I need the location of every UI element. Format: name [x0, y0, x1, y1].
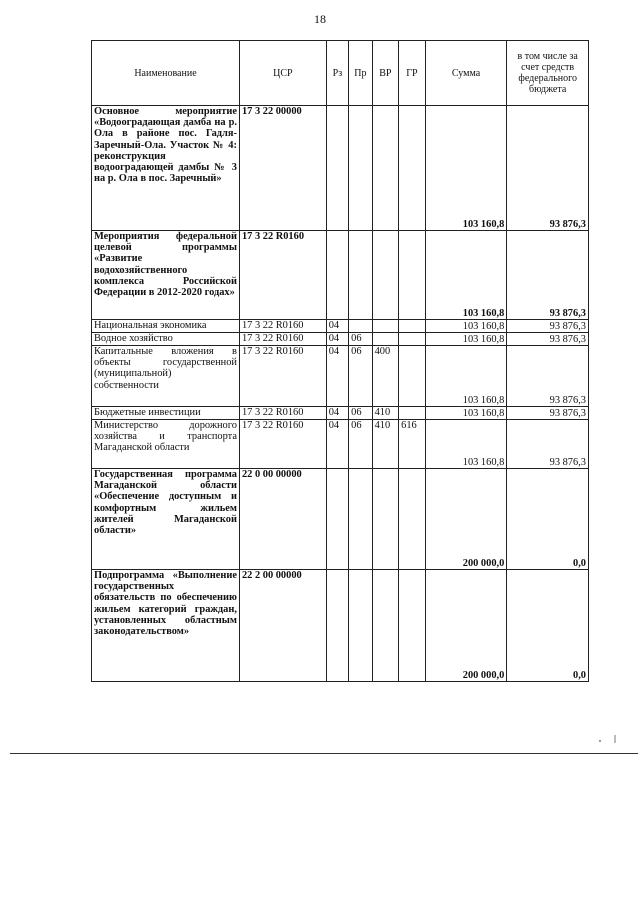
- budget-table: [91, 40, 589, 682]
- row-vr: [372, 231, 399, 320]
- row-csr: 17 3 22 00000: [239, 106, 326, 231]
- row-vr: 400: [372, 346, 399, 407]
- row-sum: 103 160,8: [425, 231, 507, 320]
- row-name: Мероприятия федеральной целевой программы «Развитие водохозяйственного комплекса Российской Федерации в 2012-2020 годах»: [92, 231, 240, 320]
- row-federal: 93 876,3: [507, 333, 589, 346]
- row-name: Министерство дорожного хозяйства и транспорта Магаданской области: [92, 420, 240, 469]
- header-federal: в том числе за счет средств федерального бюджета: [507, 41, 589, 106]
- row-pr: [349, 320, 372, 333]
- row-name: Государственная программа Магаданской области «Обеспечение доступным и комфортным жильем жителей Магаданской области»: [92, 469, 240, 570]
- row-federal: 93 876,3: [507, 320, 589, 333]
- row-pr: [349, 469, 372, 570]
- row-sum: 103 160,8: [425, 420, 507, 469]
- table-row: [92, 469, 589, 570]
- row-name: Подпрограмма «Выполнение государственных обязательств по обеспечению жильем категорий граждан, установленных областным законодательством»: [92, 570, 240, 682]
- row-csr: 22 0 00 00000: [239, 469, 326, 570]
- row-vr: [372, 320, 399, 333]
- row-vr: [372, 333, 399, 346]
- row-name: Капитальные вложения в объекты государственной (муниципальной) собственности: [92, 346, 240, 407]
- row-csr: 17 3 22 R0160: [239, 333, 326, 346]
- row-gr: [399, 106, 426, 231]
- row-pr: [349, 231, 372, 320]
- row-csr: 17 3 22 R0160: [239, 346, 326, 407]
- row-vr: [372, 106, 399, 231]
- row-vr: 410: [372, 407, 399, 420]
- header-name: Наименование: [92, 41, 240, 106]
- row-pr: 06: [349, 333, 372, 346]
- row-pr: 06: [349, 420, 372, 469]
- row-sum: 103 160,8: [425, 333, 507, 346]
- row-gr: [399, 407, 426, 420]
- row-csr: 17 3 22 R0160: [239, 320, 326, 333]
- row-rz: [326, 570, 348, 682]
- row-vr: 410: [372, 420, 399, 469]
- row-gr: [399, 346, 426, 407]
- row-pr: 06: [349, 346, 372, 407]
- row-federal: 0,0: [507, 570, 589, 682]
- row-csr: 22 2 00 00000: [239, 570, 326, 682]
- row-pr: [349, 106, 372, 231]
- row-rz: 04: [326, 333, 348, 346]
- row-name: Национальная экономика: [92, 320, 240, 333]
- row-sum: 103 160,8: [425, 320, 507, 333]
- table-row: [92, 570, 589, 682]
- row-federal: 93 876,3: [507, 231, 589, 320]
- table-row: [92, 333, 589, 346]
- row-federal: 93 876,3: [507, 106, 589, 231]
- row-rz: 04: [326, 407, 348, 420]
- row-federal: 93 876,3: [507, 407, 589, 420]
- row-sum: 103 160,8: [425, 407, 507, 420]
- row-gr: 616: [399, 420, 426, 469]
- row-csr: 17 3 22 R0160: [239, 231, 326, 320]
- footer-divider: [10, 753, 638, 754]
- header-vr: ВР: [372, 41, 399, 106]
- row-federal: 93 876,3: [507, 346, 589, 407]
- row-pr: 06: [349, 407, 372, 420]
- row-vr: [372, 570, 399, 682]
- header-csr: ЦСР: [239, 41, 326, 106]
- row-name: Бюджетные инвестиции: [92, 407, 240, 420]
- row-federal: 0,0: [507, 469, 589, 570]
- row-rz: [326, 106, 348, 231]
- row-rz: 04: [326, 346, 348, 407]
- table-row: [92, 106, 589, 231]
- table-row: [92, 407, 589, 420]
- scan-mark-icon: [592, 733, 622, 745]
- row-gr: [399, 570, 426, 682]
- page-number: 18: [314, 12, 326, 26]
- header-pr: Пр: [349, 41, 372, 106]
- row-name: Водное хозяйство: [92, 333, 240, 346]
- row-gr: [399, 469, 426, 570]
- row-csr: 17 3 22 R0160: [239, 407, 326, 420]
- row-name: Основное мероприятие «Водооградающая дамба на р. Ола в районе пос. Гадля-Заречный-Ола. Участок № 4: реконструкция водооградающей дамбы № 3 на р. Ола в пос. Заречный»: [92, 106, 240, 231]
- row-federal: 93 876,3: [507, 420, 589, 469]
- table-row: [92, 320, 589, 333]
- table-row: [92, 420, 589, 469]
- table-row: [92, 346, 589, 407]
- header-rz: Рз: [326, 41, 348, 106]
- header-gr: ГР: [399, 41, 426, 106]
- row-vr: [372, 469, 399, 570]
- row-csr: 17 3 22 R0160: [239, 420, 326, 469]
- row-gr: [399, 333, 426, 346]
- row-pr: [349, 570, 372, 682]
- row-sum: 103 160,8: [425, 106, 507, 231]
- row-sum: 200 000,0: [425, 570, 507, 682]
- row-gr: [399, 320, 426, 333]
- row-rz: [326, 469, 348, 570]
- row-sum: 103 160,8: [425, 346, 507, 407]
- row-rz: [326, 231, 348, 320]
- row-rz: 04: [326, 320, 348, 333]
- row-rz: 04: [326, 420, 348, 469]
- row-gr: [399, 231, 426, 320]
- table-header-row: [92, 41, 589, 106]
- table-row: [92, 231, 589, 320]
- row-sum: 200 000,0: [425, 469, 507, 570]
- header-sum: Сумма: [425, 41, 507, 106]
